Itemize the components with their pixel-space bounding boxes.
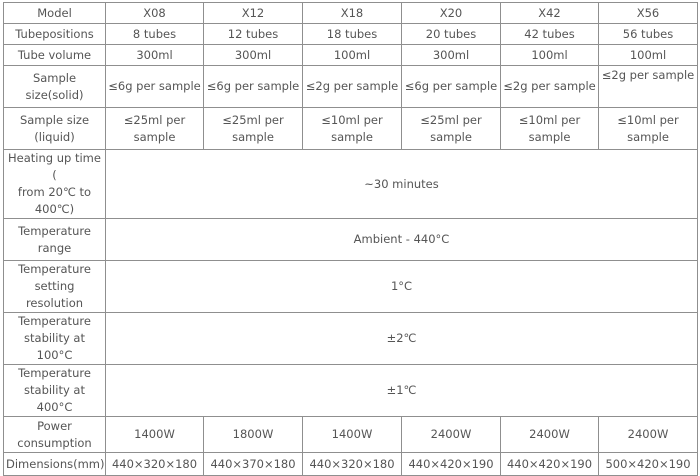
row-label-tubepositions: Tubepositions bbox=[4, 24, 106, 45]
table-cell: 42 tubes bbox=[501, 24, 599, 45]
table-cell: 2400W bbox=[402, 417, 501, 453]
table-cell: 100ml bbox=[501, 45, 599, 66]
table-cell: 100ml bbox=[599, 45, 698, 66]
merged-cell-setting-resolution: 1°C bbox=[106, 261, 698, 313]
table-row-tubepositions bbox=[4, 24, 698, 45]
table-cell: ≤6g per sample bbox=[402, 66, 501, 108]
table-cell: 440×420×190 bbox=[501, 453, 599, 476]
table-cell: 2400W bbox=[599, 417, 698, 453]
row-label-stability-100: Temperature stability at 100°C bbox=[4, 313, 106, 365]
table-cell: ≤2g per sample bbox=[501, 66, 599, 108]
merged-cell-stability-400: ±1℃ bbox=[106, 365, 698, 417]
table-cell: 300ml bbox=[204, 45, 303, 66]
row-label-power: Power consumption bbox=[4, 417, 106, 453]
table-cell: 440×320×180 bbox=[303, 453, 402, 476]
table-row-tube-volume bbox=[4, 45, 698, 66]
merged-cell-stability-100: ±2℃ bbox=[106, 313, 698, 365]
table-cell: ≤25ml per sample bbox=[402, 108, 501, 150]
table-row-temperature-range bbox=[4, 219, 698, 261]
model-header-cell: X18 bbox=[303, 3, 402, 24]
table-cell: 440×420×190 bbox=[402, 453, 501, 476]
row-label-setting-resolution: Temperature setting resolution bbox=[4, 261, 106, 313]
table-cell: ≤25ml per sample bbox=[106, 108, 204, 150]
table-cell: 56 tubes bbox=[599, 24, 698, 45]
table-cell: 300ml bbox=[402, 45, 501, 66]
model-header-cell: X42 bbox=[501, 3, 599, 24]
merged-cell-temperature-range: Ambient - 440°C bbox=[106, 219, 698, 261]
table-row-sample-solid bbox=[4, 66, 698, 108]
specification-table bbox=[3, 2, 698, 476]
table-cell: 8 tubes bbox=[106, 24, 204, 45]
table-cell: ≤6g per sample bbox=[204, 66, 303, 108]
table-cell: 440×370×180 bbox=[204, 453, 303, 476]
table-cell: 1400W bbox=[106, 417, 204, 453]
table-row-heating-time bbox=[4, 150, 698, 219]
table-cell: 2400W bbox=[501, 417, 599, 453]
table-cell: ≤10ml per sample bbox=[303, 108, 402, 150]
row-label-heating-time: Heating up time ( from 20℃ to 400℃) bbox=[4, 150, 106, 219]
table-cell: 1400W bbox=[303, 417, 402, 453]
table-cell: 1800W bbox=[204, 417, 303, 453]
row-label-stability-400: Temperature stability at 400°C bbox=[4, 365, 106, 417]
table-row-model bbox=[4, 3, 698, 24]
table-cell: ≤10ml per sample bbox=[501, 108, 599, 150]
table-cell: ≤10ml per sample bbox=[599, 108, 698, 150]
row-label-sample-solid: Sample size(solid) bbox=[4, 66, 106, 108]
row-label-dimensions: Dimensions(mm) bbox=[4, 453, 106, 476]
row-label-model: Model bbox=[4, 3, 106, 24]
table-cell: 100ml bbox=[303, 45, 402, 66]
model-header-cell: X08 bbox=[106, 3, 204, 24]
table-cell: ≤25ml per sample bbox=[204, 108, 303, 150]
row-label-temperature-range: Temperature range bbox=[4, 219, 106, 261]
table-cell: ≤2g per sample bbox=[599, 66, 698, 108]
table-cell: 18 tubes bbox=[303, 24, 402, 45]
table-row-stability-400 bbox=[4, 365, 698, 417]
merged-cell-heating-time: ~30 minutes bbox=[106, 150, 698, 219]
model-header-cell: X20 bbox=[402, 3, 501, 24]
table-row-dimensions bbox=[4, 453, 698, 476]
table-row-stability-100 bbox=[4, 313, 698, 365]
table-cell: 500×420×190 bbox=[599, 453, 698, 476]
table-cell: 20 tubes bbox=[402, 24, 501, 45]
table-cell: ≤6g per sample bbox=[106, 66, 204, 108]
table-cell: 440×320×180 bbox=[106, 453, 204, 476]
table-cell: 300ml bbox=[106, 45, 204, 66]
table-cell: 12 tubes bbox=[204, 24, 303, 45]
row-label-tube-volume: Tube volume bbox=[4, 45, 106, 66]
table-row-sample-liquid bbox=[4, 108, 698, 150]
table-row-setting-resolution bbox=[4, 261, 698, 313]
row-label-sample-liquid: Sample size (liquid) bbox=[4, 108, 106, 150]
model-header-cell: X12 bbox=[204, 3, 303, 24]
table-row-power bbox=[4, 417, 698, 453]
model-header-cell: X56 bbox=[599, 3, 698, 24]
table-cell: ≤2g per sample bbox=[303, 66, 402, 108]
